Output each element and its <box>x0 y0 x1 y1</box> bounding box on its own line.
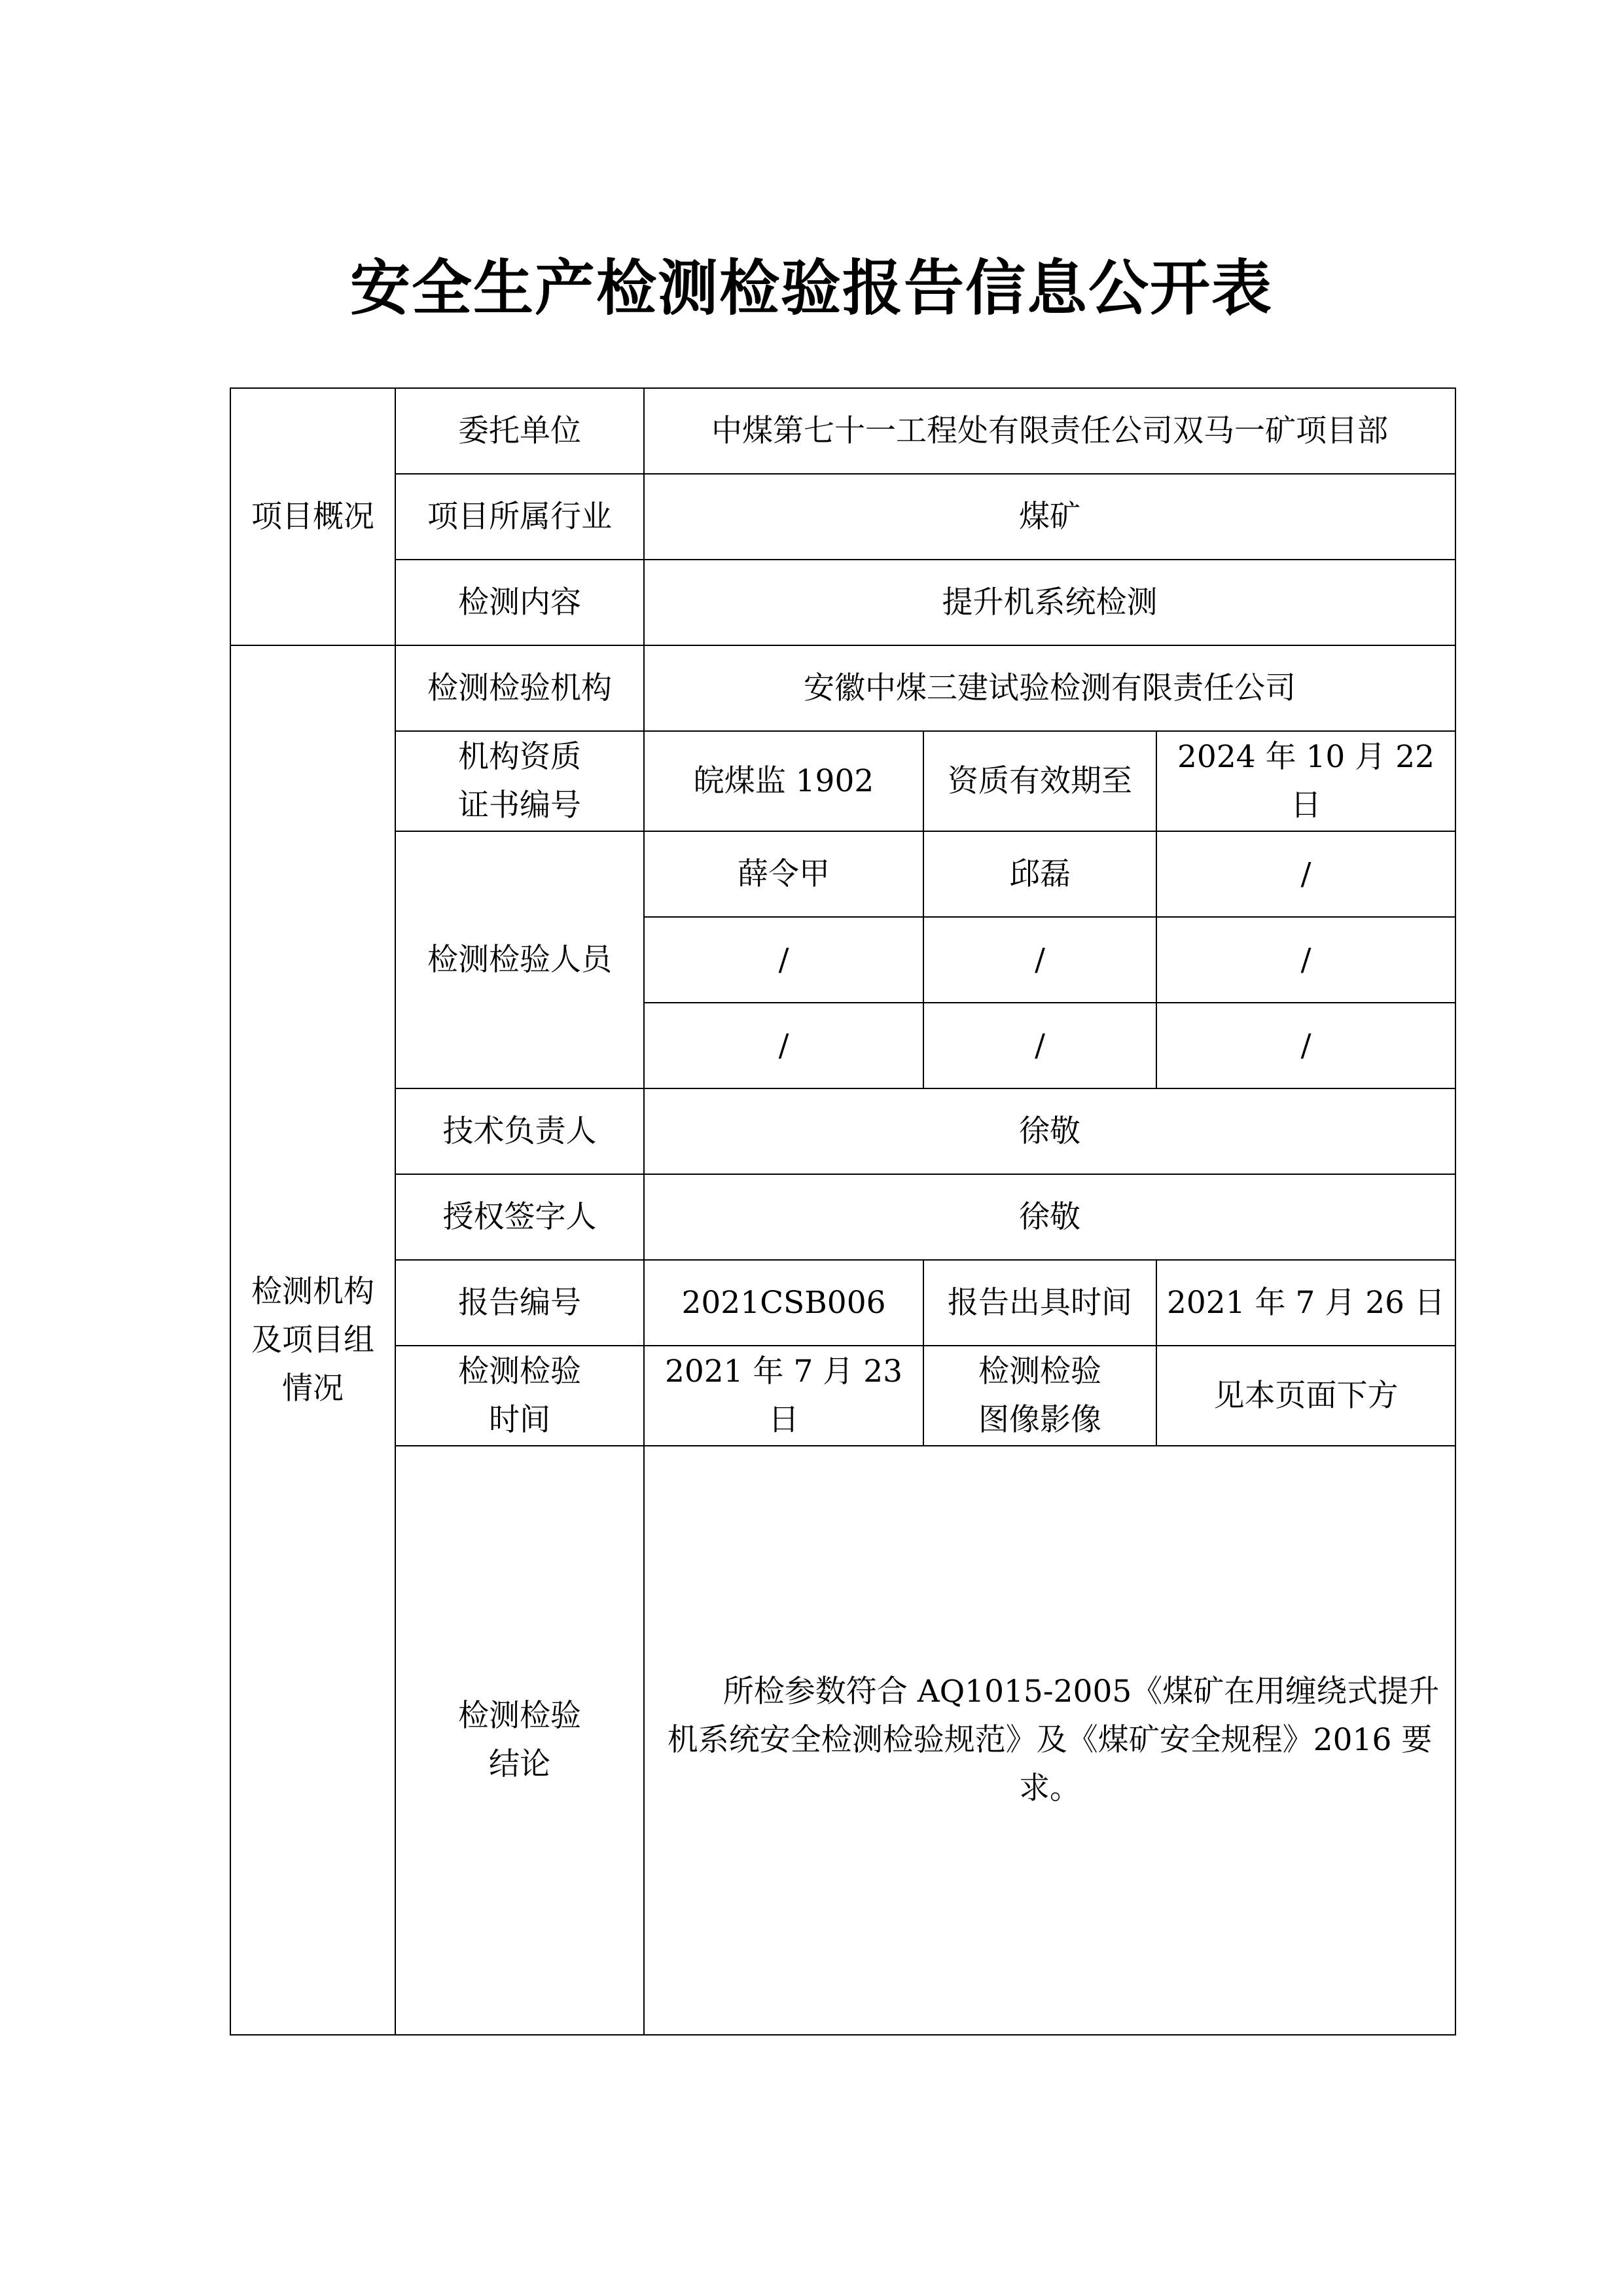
agency-value: 安徽中煤三建试验检测有限责任公司 <box>644 645 1455 731</box>
personnel-cell: / <box>644 1003 923 1088</box>
personnel-cell: / <box>923 1003 1156 1088</box>
section-label-conclusion: 检测检验结论 <box>395 1446 644 2035</box>
tech-lead-label: 技术负责人 <box>395 1088 644 1174</box>
content-value: 提升机系统检测 <box>644 560 1455 645</box>
agency-label: 检测检验机构 <box>395 645 644 731</box>
signatory-label: 授权签字人 <box>395 1174 644 1260</box>
table-row <box>230 474 1455 560</box>
report-no-label: 报告编号 <box>395 1260 644 1346</box>
table-row <box>230 1346 1455 1446</box>
issue-time-label: 报告出具时间 <box>923 1260 1156 1346</box>
cert-label: 机构资质证书编号 <box>395 731 644 831</box>
table-row <box>230 731 1455 831</box>
table-row <box>230 1088 1455 1174</box>
issue-time-value: 2021 年 7 月 26 日 <box>1156 1260 1455 1346</box>
industry-value: 煤矿 <box>644 474 1455 560</box>
table-row <box>230 1446 1455 2035</box>
section-label-org: 检测机构及项目组情况 <box>230 645 395 2035</box>
conclusion-text: 所检参数符合 AQ1015-2005《煤矿在用缠绕式提升机系统安全检测检验规范》及《煤矿安全规程》2016 要求。 <box>667 1674 1440 1806</box>
test-time-value: 2021 年 7 月 23 日 <box>644 1346 923 1446</box>
report-no-value: 2021CSB006 <box>644 1260 923 1346</box>
image-value: 见本页面下方 <box>1156 1346 1455 1446</box>
signatory-value: 徐敬 <box>644 1174 1455 1260</box>
personnel-cell: / <box>1156 831 1455 917</box>
validity-value: 2024 年 10 月 22 日 <box>1156 731 1455 831</box>
content-label: 检测内容 <box>395 560 644 645</box>
personnel-cell: 薛令甲 <box>644 831 923 917</box>
table-row <box>230 388 1455 474</box>
table-row <box>230 1260 1455 1346</box>
personnel-cell: / <box>1156 917 1455 1003</box>
client-value: 中煤第七十一工程处有限责任公司双马一矿项目部 <box>644 388 1455 474</box>
page-title: 安全生产检测检验报告信息公开表 <box>349 253 1273 323</box>
industry-label: 项目所属行业 <box>395 474 644 560</box>
client-label: 委托单位 <box>395 388 644 474</box>
personnel-cell: / <box>644 917 923 1003</box>
personnel-cell: 邱磊 <box>923 831 1156 917</box>
table-row <box>230 831 1455 917</box>
section-label-overview: 项目概况 <box>230 388 395 645</box>
conclusion-cell <box>644 1446 1455 2035</box>
cert-value: 皖煤监 1902 <box>644 731 923 831</box>
tech-lead-value: 徐敬 <box>644 1088 1455 1174</box>
table-row <box>230 645 1455 731</box>
personnel-cell: / <box>1156 1003 1455 1088</box>
info-table <box>230 387 1456 2036</box>
table-row <box>230 560 1455 645</box>
personnel-label: 检测检验人员 <box>395 831 644 1088</box>
table-row <box>230 1174 1455 1260</box>
image-label: 检测检验图像影像 <box>923 1346 1156 1446</box>
personnel-cell: / <box>923 917 1156 1003</box>
test-time-label: 检测检验时间 <box>395 1346 644 1446</box>
validity-label: 资质有效期至 <box>923 731 1156 831</box>
